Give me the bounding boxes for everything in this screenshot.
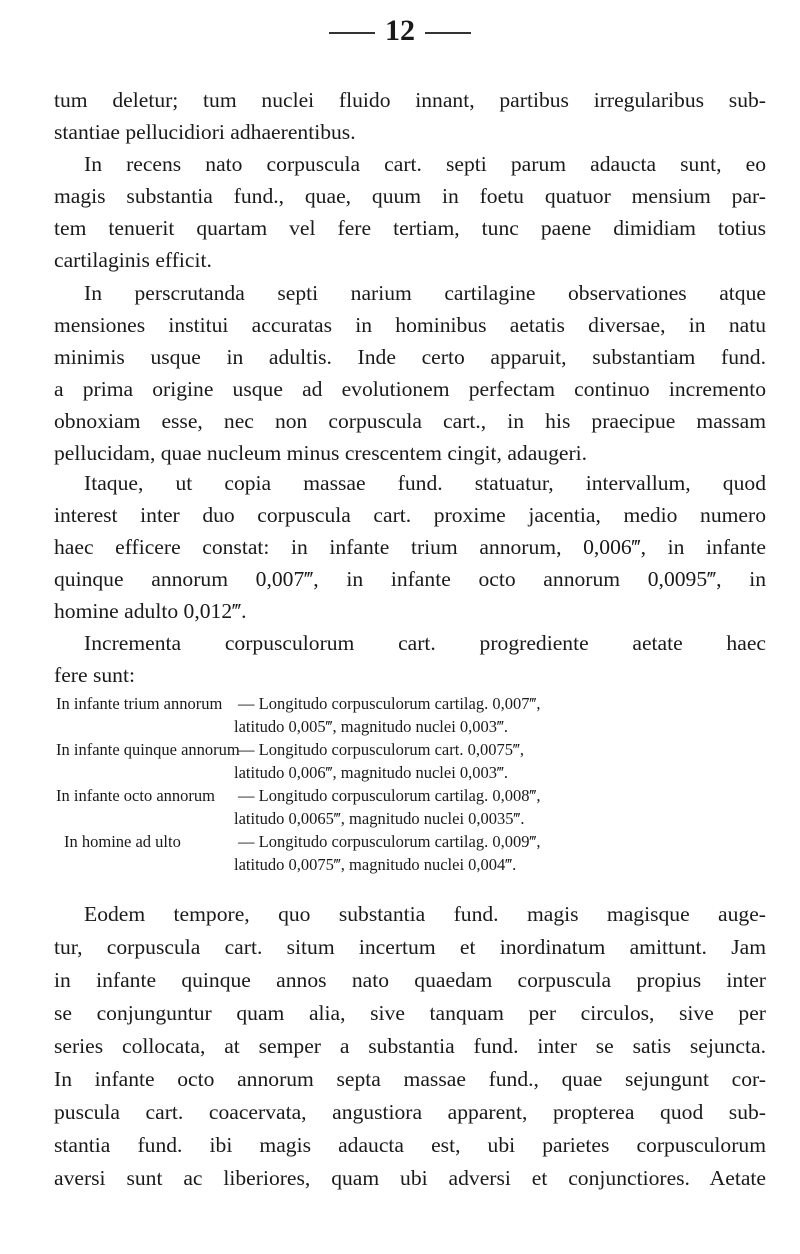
text-line: in infante quinque annos nato quaedam corpuscula propius inter <box>54 968 766 992</box>
header-rule-left <box>329 32 375 34</box>
measurement-line-1: — Longitudo corpusculorum cartilag. 0,008‴, <box>238 786 541 805</box>
paragraph-1 <box>54 84 766 148</box>
text-line: In perscrutanda septi narium cartilagine observationes atque <box>84 281 766 305</box>
text-line: aversi sunt ac liberiores, quam ubi adversi et conjunctiores. Aetate <box>54 1166 766 1190</box>
measurement-label: In infante quinque annorum <box>56 740 240 759</box>
text-line: tem tenuerit quartam vel fere tertiam, tunc paene dimidiam totius <box>54 216 766 240</box>
text-line: stantiae pellucidiori adhaerentibus. <box>54 120 356 144</box>
text-line: minimis usque in adultis. Inde certo apparuit, substantiam fund. <box>54 345 766 369</box>
paragraph-2 <box>54 148 766 276</box>
text-line: quinque annorum 0,007‴, in infante octo annorum 0,0095‴, in <box>54 567 766 591</box>
text-line: tum deletur; tum nuclei fluido innant, partibus irregularibus sub- <box>54 88 766 112</box>
text-line: pellucidam, quae nucleum minus crescentem cingit, adaugeri. <box>54 441 588 465</box>
measurement-label: In infante octo annorum <box>56 786 215 805</box>
measurement-line-1: — Longitudo corpusculorum cartilag. 0,009‴, <box>238 832 541 851</box>
paragraph-4 <box>54 467 766 627</box>
text-line: a prima origine usque ad evolutionem perfectam continuo incremento <box>54 377 766 401</box>
measurement-entry <box>56 830 772 876</box>
measurement-line-2: latitudo 0,0075‴, magnitudo nuclei 0,004‴. <box>234 855 517 874</box>
text-line: interest inter duo corpuscula cart. proxime jacentia, medio numero <box>54 503 766 527</box>
text-line: homine adulto 0,012‴. <box>54 599 247 623</box>
measurement-entry <box>56 738 772 784</box>
measurement-label: In homine ad ulto <box>64 832 181 851</box>
text-line: In infante octo annorum septa massae fund., quae sejungunt cor- <box>54 1067 766 1091</box>
text-line: Itaque, ut copia massae fund. statuatur, intervallum, quod <box>84 471 766 495</box>
measurement-entry <box>56 692 772 738</box>
text-line: haec efficere constat: in infante trium annorum, 0,006‴, in infante <box>54 535 766 559</box>
paragraph-3 <box>54 277 766 469</box>
text-line: cartilaginis efficit. <box>54 248 212 272</box>
measurement-entry <box>56 784 772 830</box>
text-line: obnoxiam esse, nec non corpuscula cart., in his praecipue massam <box>54 409 766 433</box>
text-line: series collocata, at semper a substantia fund. inter se satis sejuncta. <box>54 1034 766 1058</box>
measurement-line-1: — Longitudo corpusculorum cartilag. 0,007‴, <box>238 694 541 713</box>
text-line: stantia fund. ibi magis adaucta est, ubi parietes corpusculorum <box>54 1133 766 1157</box>
text-line: In recens nato corpuscula cart. septi parum adaucta sunt, eo <box>84 152 766 176</box>
paragraph-6 <box>54 898 766 1195</box>
page-number: 12 <box>385 14 415 47</box>
measurements-list <box>56 692 772 876</box>
text-line: puscula cart. coacervata, angustiora apparent, propterea quod sub- <box>54 1100 766 1124</box>
measurement-line-2: latitudo 0,005‴, magnitudo nuclei 0,003‴. <box>234 717 509 736</box>
measurement-line-2: latitudo 0,0065‴, magnitudo nuclei 0,0035‴. <box>234 809 525 828</box>
text-line: magis substantia fund., quae, quum in foetu quatuor mensium par- <box>54 184 766 208</box>
text-line: fere sunt: <box>54 663 135 687</box>
text-line: Incrementa corpusculorum cart. progrediente aetate haec <box>84 631 766 655</box>
text-line: tur, corpuscula cart. situm incertum et inordinatum amittunt. Jam <box>54 935 766 959</box>
paragraph-5 <box>54 627 766 691</box>
measurement-label: In infante trium annorum <box>56 694 223 713</box>
text-line: se conjunguntur quam alia, sive tanquam per circulos, sive per <box>54 1001 766 1025</box>
measurement-line-2: latitudo 0,006‴, magnitudo nuclei 0,003‴. <box>234 763 509 782</box>
text-line: Eodem tempore, quo substantia fund. magis magisque auge- <box>84 902 766 926</box>
text-line: mensiones institui accuratas in hominibus aetatis diversae, in natu <box>54 313 766 337</box>
header-rule-right <box>425 32 471 34</box>
measurement-line-1: — Longitudo corpusculorum cart. 0,0075‴, <box>238 740 524 759</box>
page-header <box>0 14 800 48</box>
